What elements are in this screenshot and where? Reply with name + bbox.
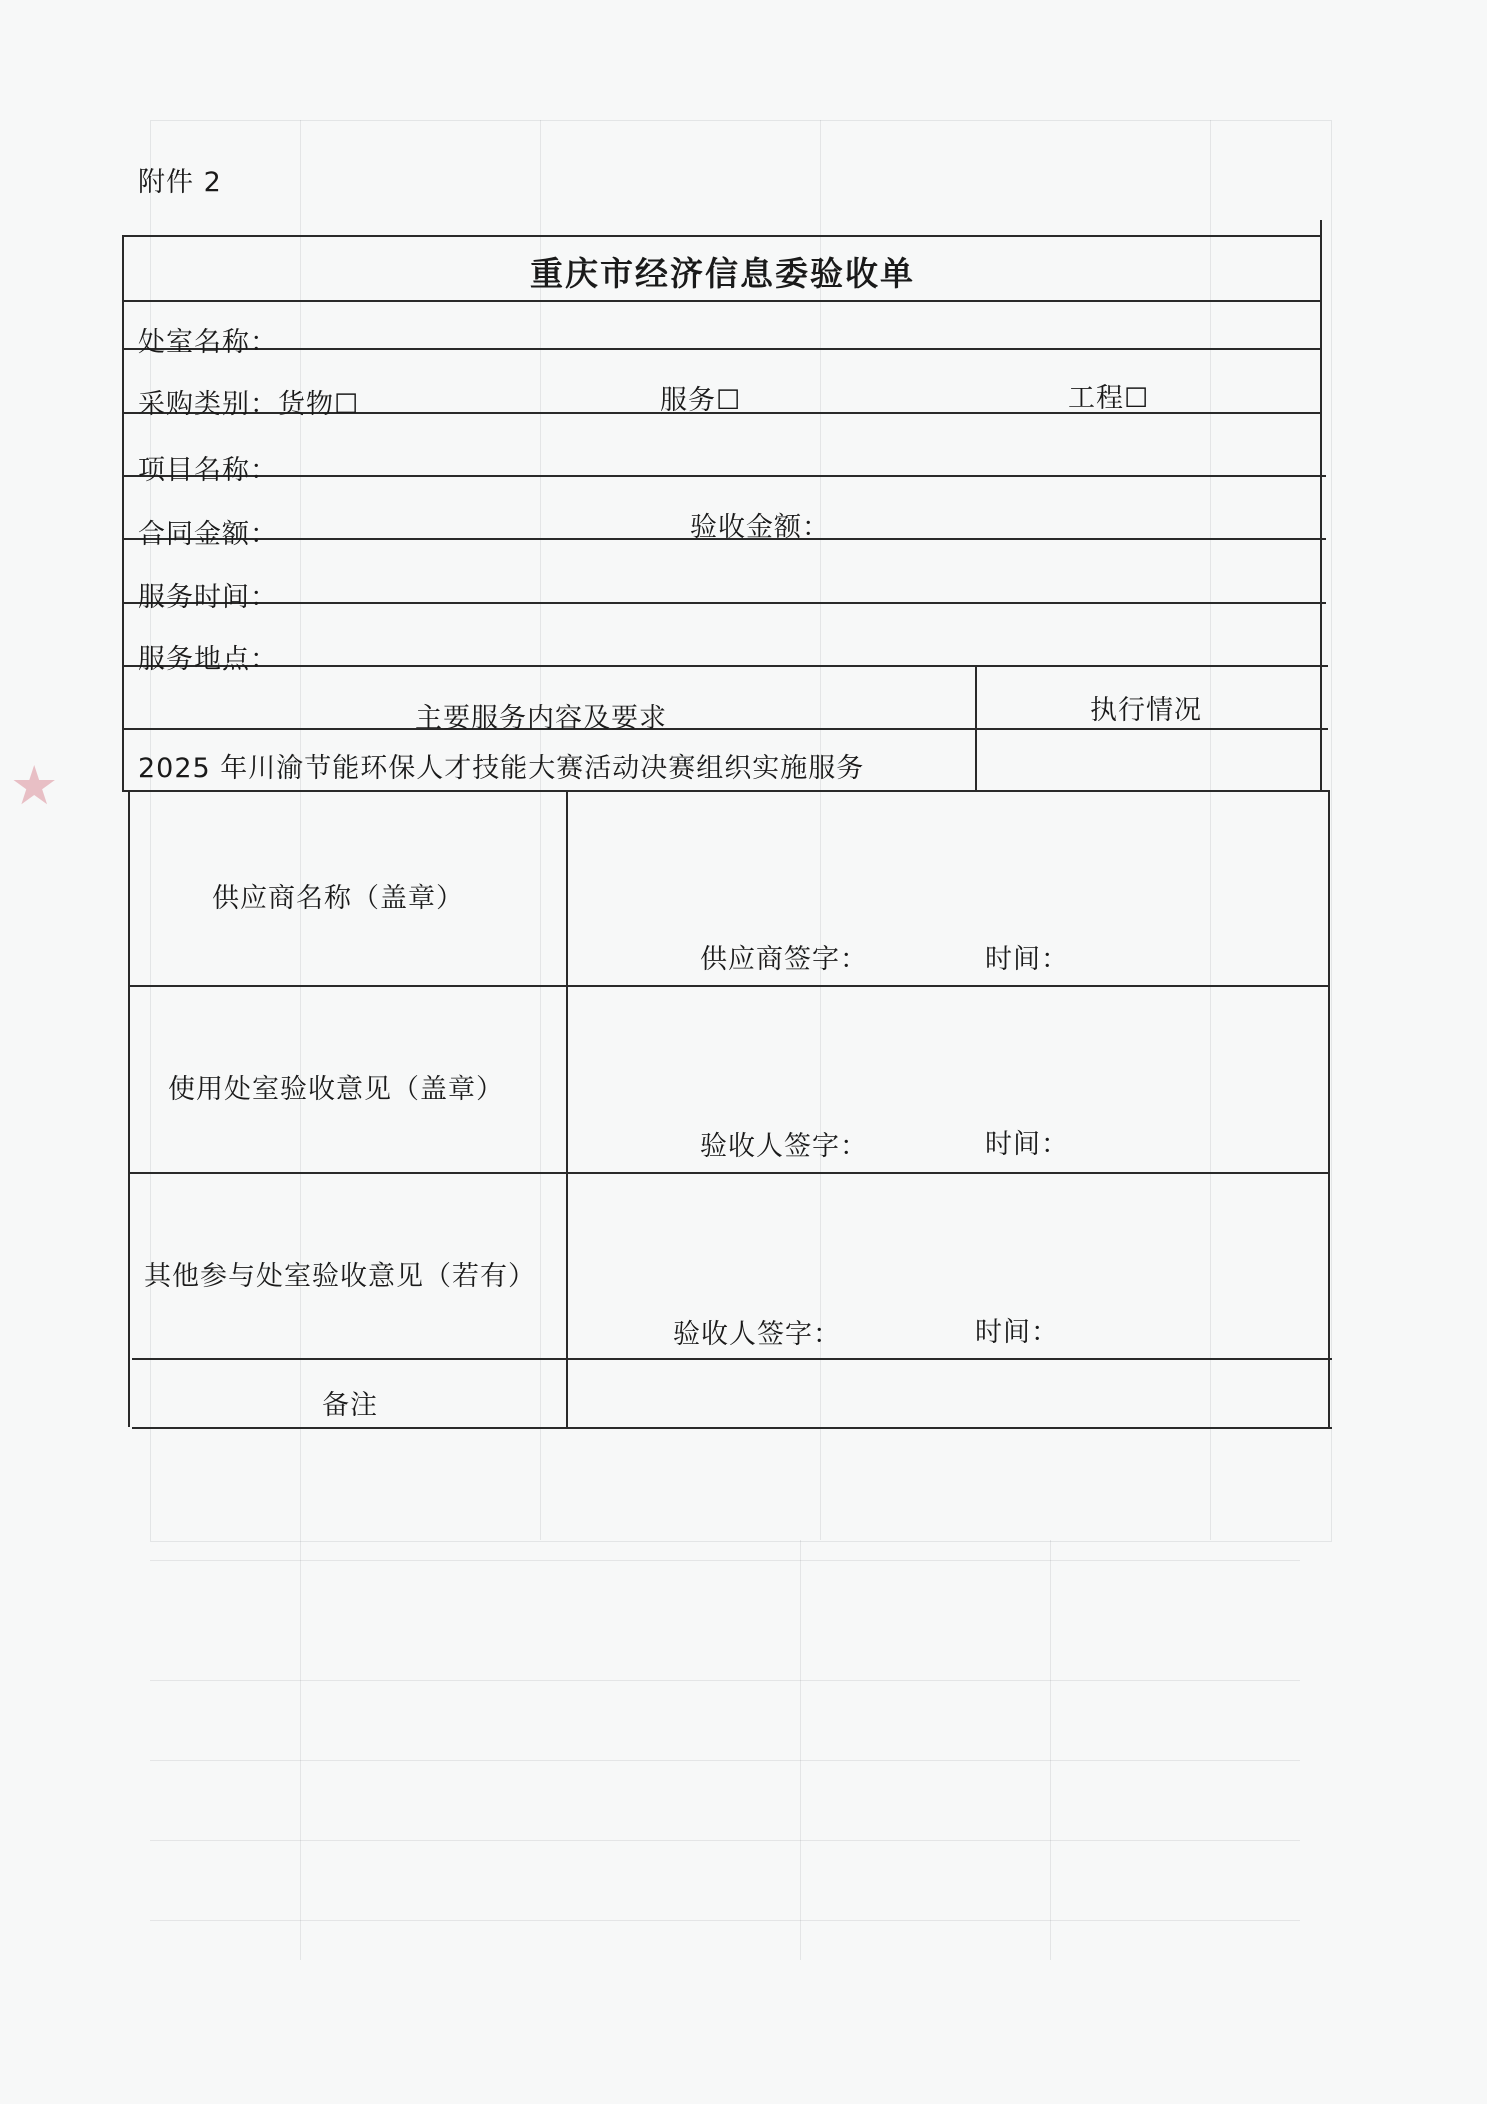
acceptor-time-label: 时间： [985, 1129, 1069, 1160]
dept-opinion-label: 使用处室验收意见（盖章） [168, 1074, 504, 1105]
other-dept-label: 其他参与处室验收意见（若有） [144, 1261, 536, 1292]
category-label: 采购类别：货物☐ [138, 389, 360, 420]
execution-header: 执行情况 [1090, 695, 1202, 726]
remarks-label: 备注 [322, 1390, 378, 1421]
form-row-line [122, 300, 1322, 302]
form-border-right-lower [1328, 790, 1330, 1427]
main-content-header: 主要服务内容及要求 [415, 703, 667, 734]
form-row-line [122, 665, 1328, 667]
execution-column-divider [975, 665, 977, 790]
engineering-option: 工程☐ [1068, 383, 1150, 414]
form-title: 重庆市经济信息委验收单 [530, 254, 915, 293]
other-acceptor-signature-label: 验收人签字： [673, 1319, 841, 1350]
other-acceptor-time-label: 时间： [975, 1317, 1059, 1348]
supplier-time-label: 时间： [985, 944, 1069, 975]
service-location-label: 服务地点： [138, 644, 278, 675]
contract-amount-label: 合同金额： [138, 519, 278, 550]
project-name-label: 项目名称： [138, 455, 278, 486]
form-row-line [130, 1172, 1330, 1174]
red-stamp-star-icon: ★ [10, 754, 59, 817]
label-column-divider [566, 790, 568, 1427]
acceptance-amount-label: 验收金额： [690, 512, 830, 543]
form-border-left [122, 235, 124, 790]
form-row-line [122, 602, 1326, 604]
form-row-line [122, 475, 1326, 477]
supplier-name-label: 供应商名称（盖章） [212, 883, 464, 914]
supplier-signature-label: 供应商签字： [700, 944, 868, 975]
service-time-label: 服务时间： [138, 582, 278, 613]
service-option: 服务☐ [660, 385, 742, 416]
acceptor-signature-label: 验收人签字： [700, 1131, 868, 1162]
service-content: 2025 年川渝节能环保人才技能大赛活动决赛组织实施服务 [138, 753, 865, 784]
form-row-line [128, 985, 1328, 987]
form-border-top [122, 235, 1322, 237]
form-row-line [122, 348, 1322, 350]
form-border-left-lower [128, 790, 130, 1427]
form-border-bottom [132, 1427, 1332, 1429]
attachment-label: 附件 2 [138, 167, 222, 198]
form-row-line [132, 1358, 1332, 1360]
form-row-line [122, 728, 1328, 730]
form-row-line [122, 790, 1328, 792]
department-label: 处室名称： [138, 327, 278, 358]
form-border-right [1320, 220, 1322, 790]
